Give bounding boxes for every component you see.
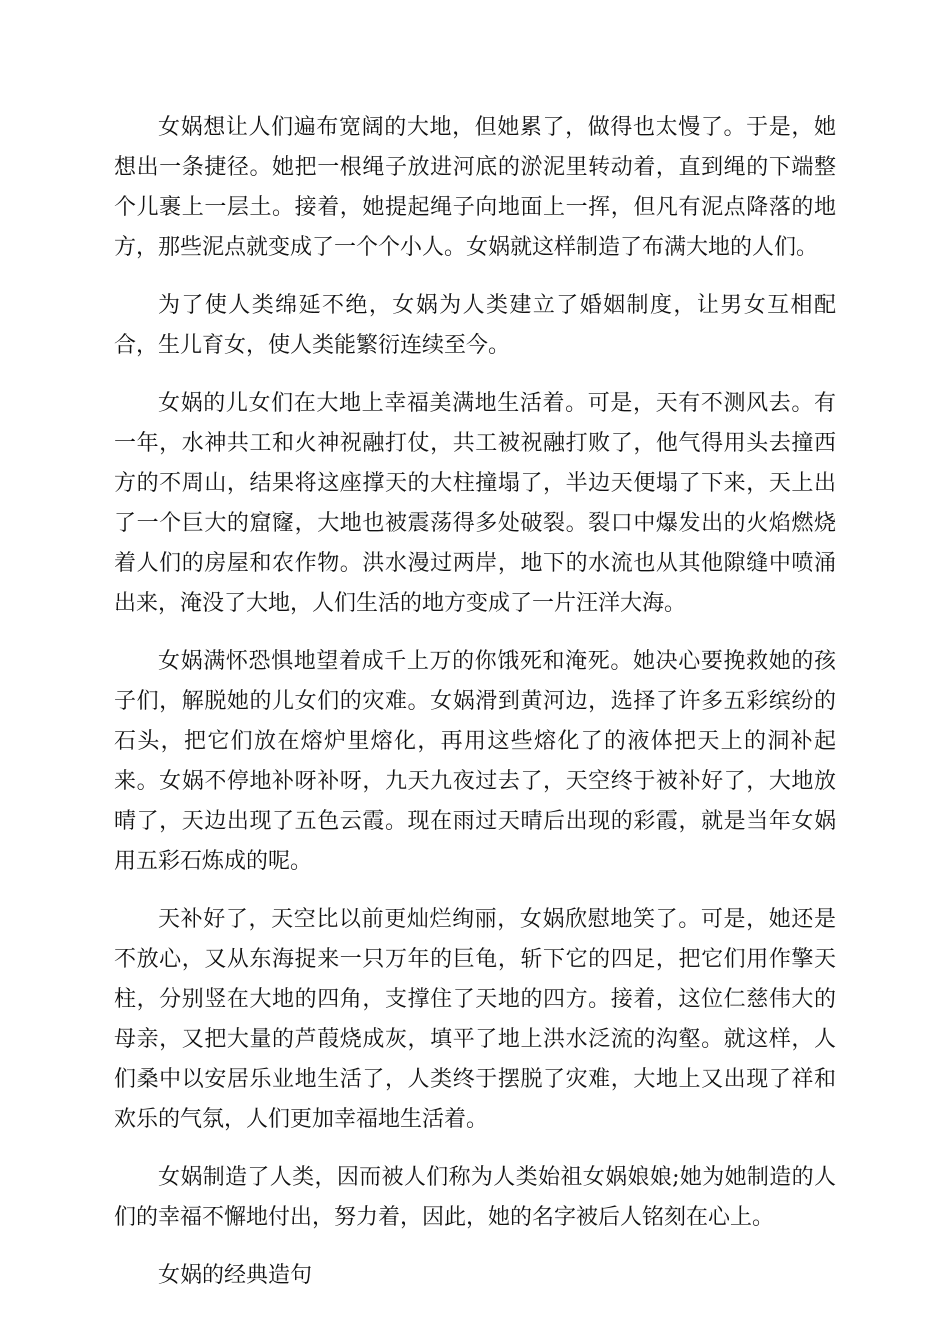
paragraph-legacy: 女娲制造了人类，因而被人们称为人类始祖女娲娘娘;她为她制造的人们的幸福不懈地付出，努力着，因此，她的名字被后人铭刻在心上。 (114, 1165, 836, 1230)
section-heading: 女娲的经典造句 (158, 1263, 313, 1288)
paragraph-disaster: 女娲的儿女们在大地上幸福美满地生活着。可是，天有不测风去。有一年，水神共工和火神祝融打仗，共工被祝融打败了，他气得用头去撞西方的不周山，结果将这座撑天的大柱撞塌了，半边天便塌了下来，天上出了一个巨大的窟窿，大地也被震荡得多处破裂。裂口中爆发出的火焰燃烧着人们的房屋和农作物。洪水漫过两岸，地下的水流也从其他隙缝中喷涌出来，淹没了大地，人们生活的地方变成了一片汪洋大海。 (114, 391, 836, 616)
paragraph-pillars: 天补好了，天空比以前更灿烂绚丽，女娲欣慰地笑了。可是，她还是不放心，又从东海捉来一只万年的巨龟，斩下它的四足，把它们用作擎天柱，分别竖在大地的四角，支撑住了天地的四方。接着，这位仁慈伟大的母亲，又把大量的芦葭烧成灰，填平了地上洪水泛流的沟壑。就这样，人们桑中以安居乐业地生活了，人类终于摆脱了灾难，大地上又出现了祥和欢乐的气氛，人们更加幸福地生活着。 (114, 907, 836, 1132)
paragraph-marriage: 为了使人类绵延不绝，女娲为人类建立了婚姻制度，让男女互相配合，生儿育女，使人类能繁衍连续至今。 (114, 293, 836, 358)
paragraph-mending-sky: 女娲满怀恐惧地望着成千上万的你饿死和淹死。她决心要挽救她的孩子们，解脱她的儿女们的灾难。女娲滑到黄河边，选择了许多五彩缤纷的石头，把它们放在熔炉里熔化，再用这些熔化了的液体把天上的洞补起来。女娲不停地补呀补呀，九天九夜过去了，天空终于被补好了，大地放晴了，天边出现了五色云霞。现在雨过天晴后出现的彩霞，就是当年女娲用五彩石炼成的呢。 (114, 649, 836, 874)
document-page (114, 108, 836, 1314)
paragraph-clay-figures: 女娲想让人们遍布宽阔的大地，但她累了，做得也太慢了。于是，她想出一条捷径。她把一根绳子放进河底的淤泥里转动着，直到绳的下端整个儿裹上一层土。接着，她提起绳子向地面上一挥，但凡有泥点降落的地方，那些泥点就变成了一个个小人。女娲就这样制造了布满大地的人们。 (114, 115, 836, 260)
